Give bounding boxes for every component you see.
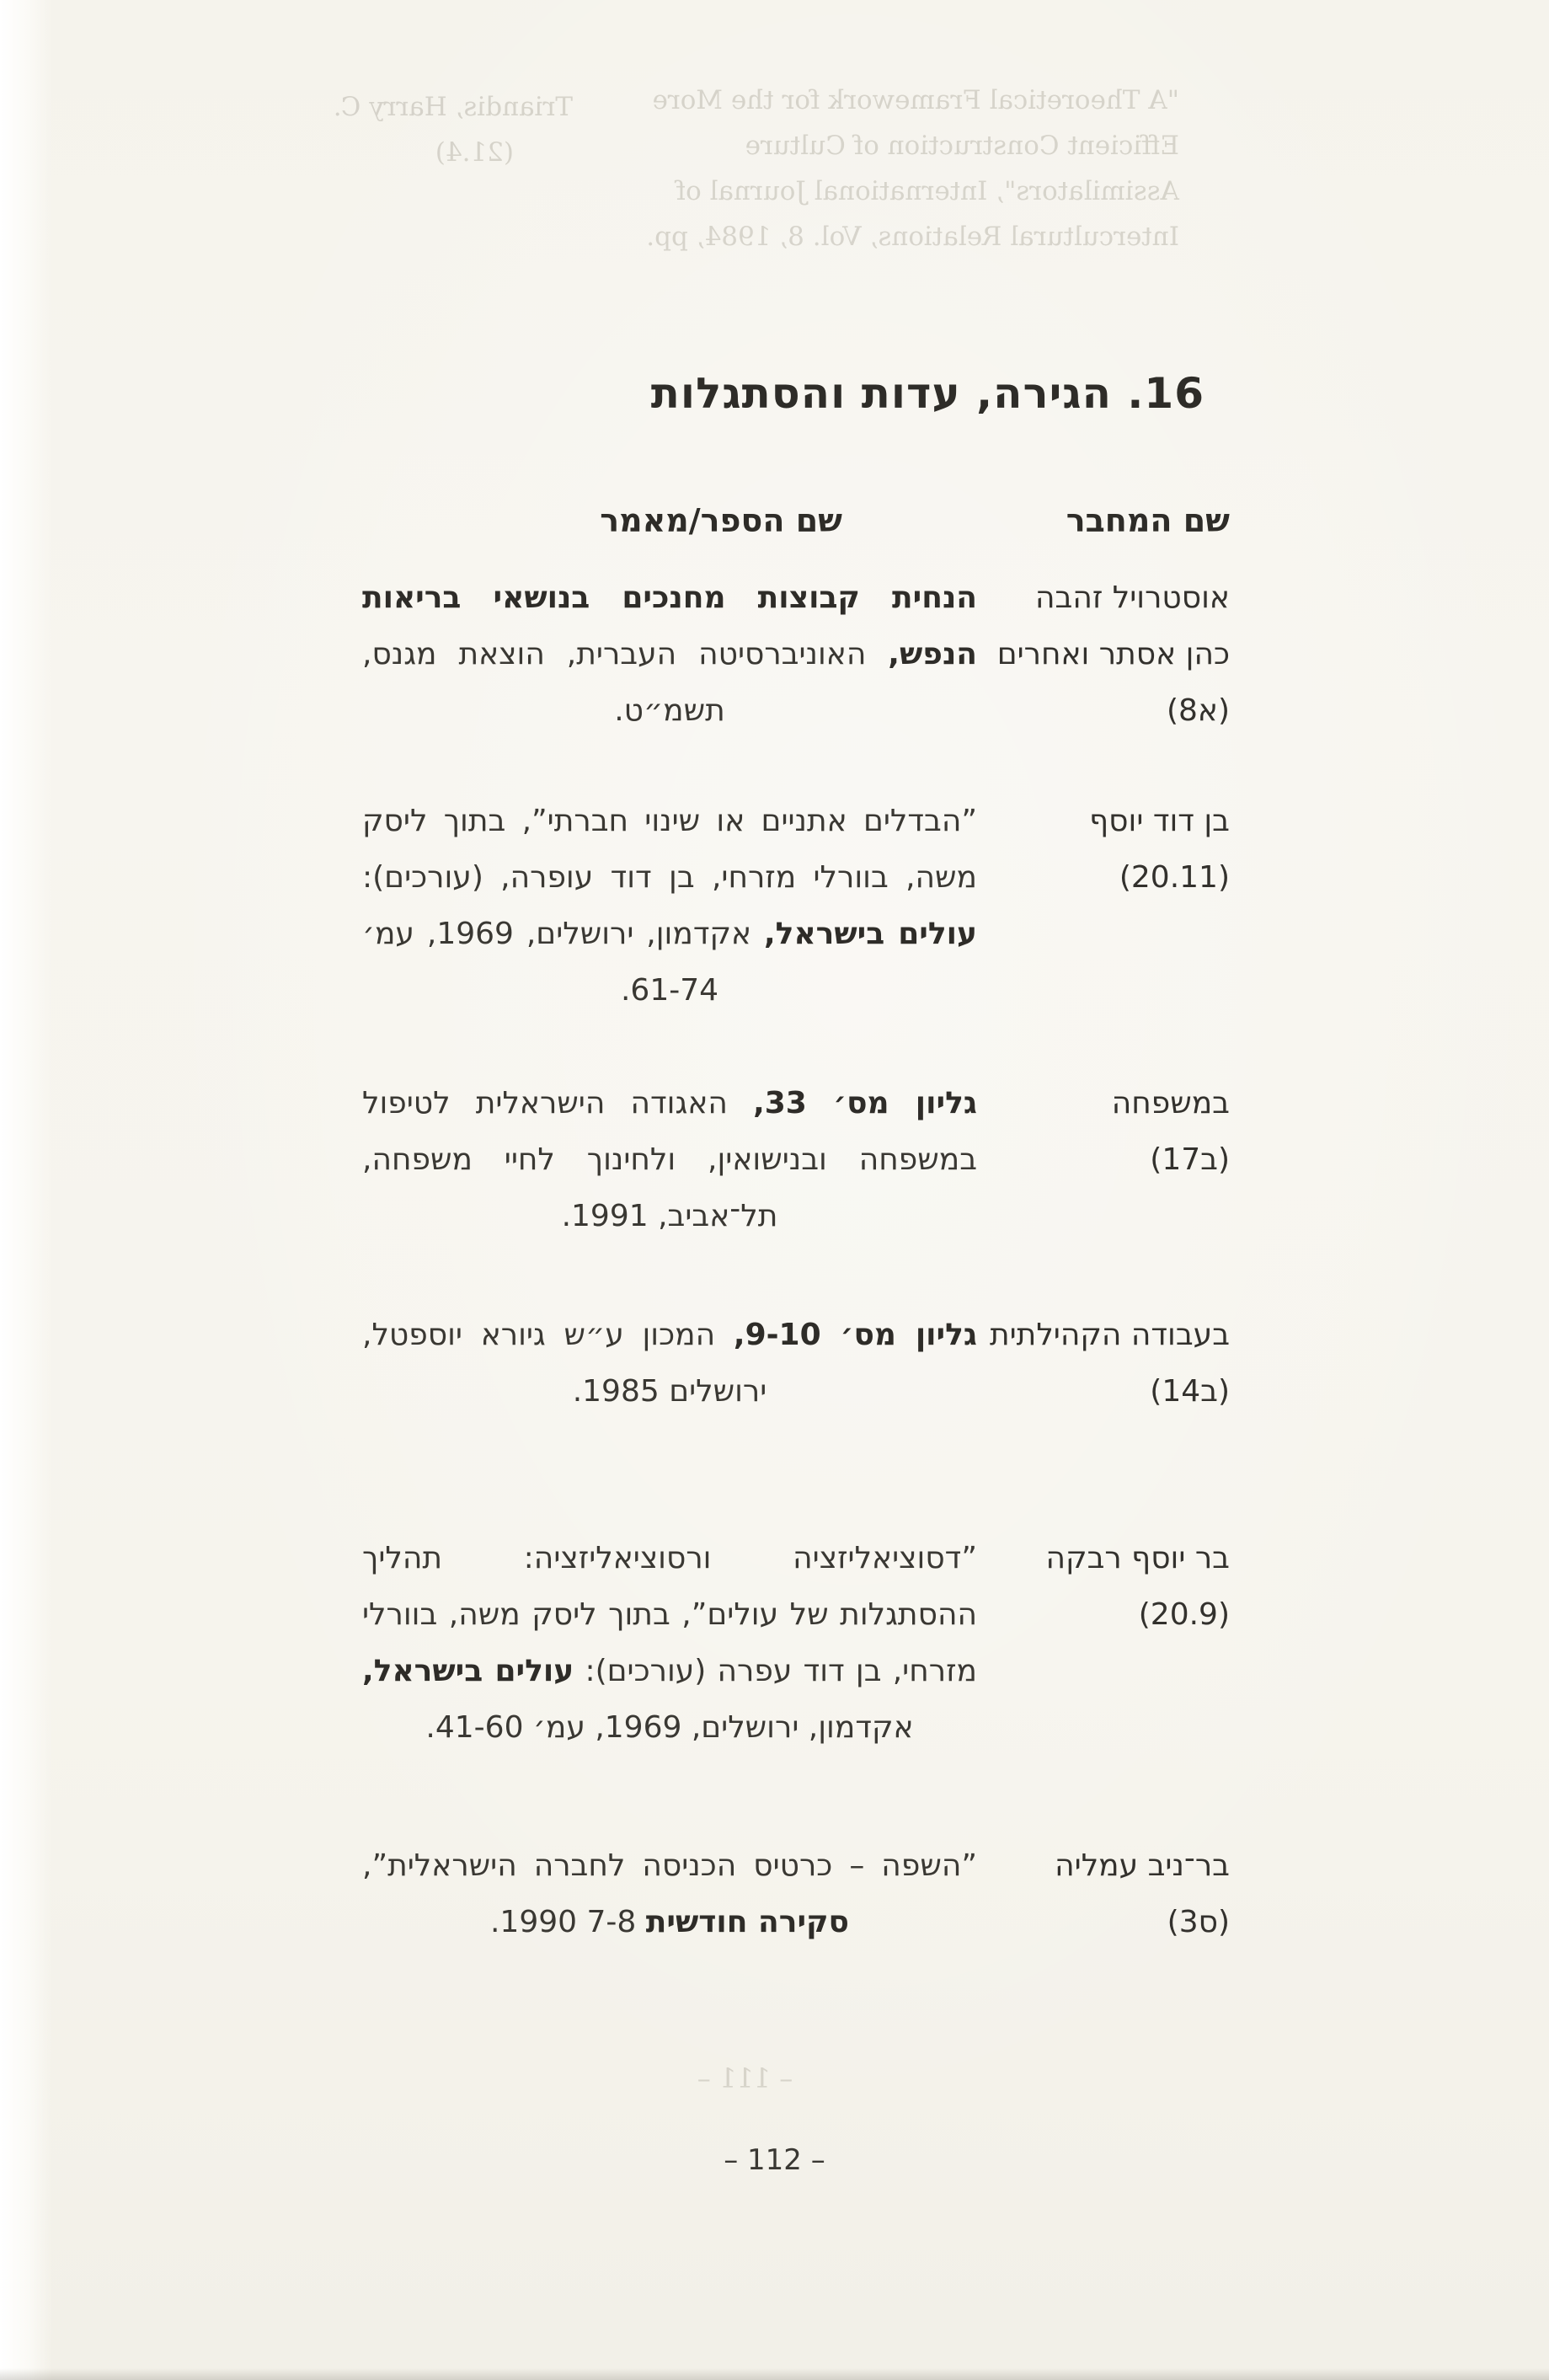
entry-reference-text (362, 1075, 977, 1244)
bleed-through-author-text (270, 84, 573, 175)
entry-author-line: כהן אסתר ואחרים (996, 637, 1230, 671)
entry-text-bold-segment: סקירה חודשית (645, 1905, 850, 1939)
section-title: 16. הגירה, עדות והסתגלות (650, 369, 1204, 418)
entries (362, 570, 1230, 1950)
bleed-through-line: Efficient Construction of Culture (745, 131, 1179, 161)
entry-text-bold-segment: גליון מס׳ 33, (753, 1086, 977, 1120)
entry-text-segment: המכון ע״ש גיורא יוספטל, ירושלים 1985. (362, 1318, 767, 1409)
bibliography-entry (362, 1530, 1230, 1756)
entry-text-segment: אקדמון, ירושלים, 1969, עמ׳ 41-60. (425, 1710, 914, 1745)
entry-author-line: (ס3) (1167, 1905, 1230, 1939)
entry-reference-text (362, 570, 977, 739)
bleed-through-author-code: (21.4) (435, 137, 514, 168)
bibliography-entry (362, 1075, 1230, 1244)
entry-text-segment: ”השפה – כרטיס הכניסה לחברה הישראלית”, (362, 1848, 977, 1883)
entry-author-line: (20.11) (1119, 860, 1230, 895)
entry-author-line: (א8) (1166, 693, 1230, 728)
column-headers (362, 502, 1230, 539)
entry-reference-text (362, 793, 977, 1019)
entry-author (977, 1307, 1230, 1420)
entry-text-segment: ”דסוציאליזציה ורסוציאליזציה: תהליך ההסתגלות של עולים”, בתוך ליסק משה, בוורלי מזרחי, בן דוד עפרה (עורכים): (362, 1541, 977, 1688)
entry-text-segment: 7-8 1990. (489, 1905, 646, 1939)
entry-author-line: (20.9) (1138, 1597, 1230, 1632)
entry-author (977, 1075, 1230, 1188)
entry-text-bold-segment: הנחית קבוצות מחנכים בנושאי בריאות הנפש, (362, 580, 977, 671)
page-left-edge-highlight (0, 0, 52, 2380)
bibliography-entry (362, 1307, 1230, 1420)
bibliography-entry (362, 570, 1230, 739)
entry-text-segment: אקדמון, ירושלים, 1969, עמ׳ 61-74. (362, 917, 764, 1008)
entry-author-line: בר־ניב עמליה (1055, 1848, 1230, 1883)
bibliography-listing (362, 502, 1230, 1950)
entry-text-segment: האגודה הישראלית לטיפול במשפחה ובנישואין, ולחינוך לחיי משפחה, תל־אביב, 1991. (362, 1086, 977, 1233)
author-column-header: שם המחבר (1066, 502, 1230, 539)
work-column-header: שם הספר/מאמר (600, 502, 842, 539)
entry-author-line: בר יוסף רבקה (1045, 1541, 1230, 1575)
entry-author-line: בן דוד יוסף (1089, 804, 1230, 838)
entry-author-line: (ב17) (1150, 1142, 1230, 1177)
entry-author-line: (ב14) (1150, 1374, 1230, 1409)
bleed-through-page-number: – 111 – (697, 2062, 793, 2094)
bibliography-entry (362, 1837, 1230, 1950)
entry-author (977, 570, 1230, 739)
bibliography-entry (362, 793, 1230, 1019)
page-number: – 112 – (724, 2143, 825, 2177)
entry-reference-text (362, 1837, 977, 1950)
page-bottom-edge-shadow (0, 2368, 1549, 2380)
entry-text-bold-segment: גליון מס׳ 9-10, (733, 1318, 977, 1352)
entry-text-bold-segment: עולים בישראל, (764, 917, 977, 951)
entry-author-line: אוסטרויל זהבה (1035, 580, 1230, 615)
entry-text-segment: ”הבדלים אתניים או שינוי חברתי”, בתוך ליסק משה, בוורלי מזרחי, בן דוד עופרה, (עורכים): (362, 804, 977, 895)
entry-text-bold-segment: עולים בישראל, (362, 1654, 574, 1688)
bleed-through-author-name: Triandis, Harry C. (333, 92, 573, 122)
entry-author (977, 1530, 1230, 1643)
entry-author-line: בעבודה הקהילתית (989, 1318, 1230, 1352)
bleed-through-line: "A Theoretical Framework for the More (652, 85, 1179, 115)
entry-author (977, 1837, 1230, 1950)
entry-reference-text (362, 1307, 977, 1420)
bleed-through-line: Intercultural Relations, Vol. 8, 1984, pp. (646, 222, 1179, 252)
entry-author-line: במשפחה (1111, 1086, 1230, 1120)
bleed-through-line: Assimilators", International Journal of (676, 176, 1179, 206)
bleed-through-reference-text (590, 78, 1179, 259)
entry-reference-text (362, 1530, 977, 1756)
entry-text-segment: האוניברסיטה העברית, הוצאת מגנס, תשמ״ט. (362, 637, 889, 728)
entry-author (977, 793, 1230, 906)
